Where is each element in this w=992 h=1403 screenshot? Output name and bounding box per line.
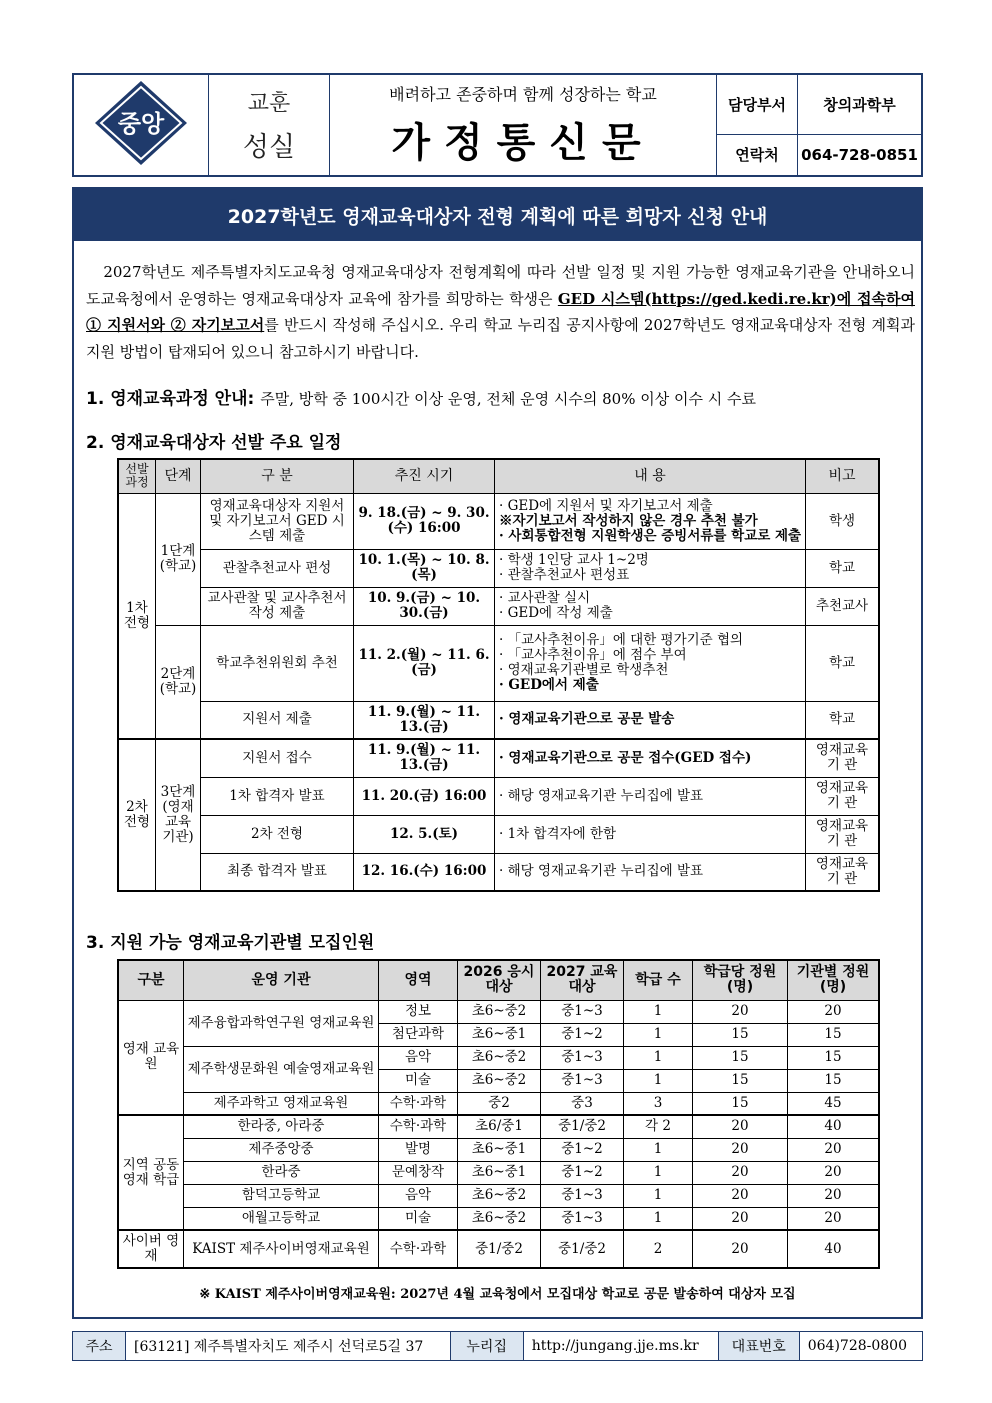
schedule-item: 관찰추천교사 편성 xyxy=(201,549,354,587)
schedule-content xyxy=(495,625,806,701)
cell: 1 xyxy=(624,1138,693,1161)
schedule-period: 11. 20.(금) 16:00 xyxy=(354,777,495,815)
cell: 음악 xyxy=(379,1046,458,1069)
table-row xyxy=(118,1161,879,1184)
title-cell xyxy=(330,74,717,176)
cell: 1 xyxy=(624,1161,693,1184)
section-3-title: 3. 지원 가능 영재교육기관별 모집인원 xyxy=(86,933,375,953)
col-header: 구분 xyxy=(118,960,184,1000)
cell: 20 xyxy=(788,1207,880,1230)
schedule-header-row xyxy=(118,459,879,493)
cell: 15 xyxy=(788,1046,880,1069)
schedule-period: 11. 2.(월) ~ 11. 6.(금) xyxy=(354,625,495,701)
recruitment-header-row xyxy=(118,960,879,1000)
phone-label: 대표번호 xyxy=(718,1332,799,1361)
cell: 2 xyxy=(624,1230,693,1268)
cell: 중2 xyxy=(458,1092,541,1115)
schedule-note: 영재교육 기 관 xyxy=(806,739,880,777)
org-cell: 제주중앙중 xyxy=(184,1138,379,1161)
cell: 중1~3 xyxy=(541,1046,624,1069)
cell: 1 xyxy=(624,1000,693,1023)
cell: 중1~3 xyxy=(541,1069,624,1092)
col-header: 2027 교육대상 xyxy=(541,960,624,1000)
cell: 중1~2 xyxy=(541,1023,624,1046)
round-cell: 1차 전형 xyxy=(118,493,156,739)
table-row xyxy=(118,739,879,777)
col-header: 영역 xyxy=(379,960,458,1000)
col-header: 운영 기관 xyxy=(184,960,379,1000)
schedule-period: 9. 18.(금) ~ 9. 30.(수) 16:00 xyxy=(354,493,495,549)
schedule-period: 10. 1.(목) ~ 10. 8.(목) xyxy=(354,549,495,587)
content-line: · 「교사추천이유」에 대한 평가기준 협의 xyxy=(499,632,744,648)
cell: 중1~3 xyxy=(541,1207,624,1230)
col-header: 추진 시기 xyxy=(354,459,495,493)
group-cell: 사이버 영재 xyxy=(118,1230,184,1268)
schedule-item: 1차 합격자 발표 xyxy=(201,777,354,815)
cell: 20 xyxy=(788,1000,880,1023)
col-header: 비고 xyxy=(806,459,880,493)
cell: 45 xyxy=(788,1092,880,1115)
cell: 정보 xyxy=(379,1000,458,1023)
motto-cell xyxy=(209,74,330,176)
cell: 20 xyxy=(788,1184,880,1207)
section-2-title: 2. 영재교육대상자 선발 주요 일정 xyxy=(86,433,342,453)
schedule-content xyxy=(495,549,806,587)
content-line: · 사회통합전형 지원학생은 증빙서류를 학교로 제출 xyxy=(499,527,802,544)
schedule-item: 영재교육대상자 지원서 및 자기보고서 GED 시스템 제출 xyxy=(201,493,354,549)
schedule-period: 12. 16.(수) 16:00 xyxy=(354,853,495,891)
intro-text-2: 를 반드시 작성해 주십시오. 우리 학교 누리집 공지사항에 2027학년도 영재교육대상자 전형 계획과 지원 방법이 탑재되어 있으니 참고하시기 바랍니다. xyxy=(86,316,916,361)
phone-number: 064)728-0800 xyxy=(799,1332,922,1361)
org-cell: 함덕고등학교 xyxy=(184,1184,379,1207)
cell: 20 xyxy=(693,1230,788,1268)
cell: 15 xyxy=(693,1069,788,1092)
cell: 20 xyxy=(693,1184,788,1207)
footer xyxy=(72,1331,923,1361)
logo-text: 중앙 xyxy=(117,110,165,138)
cell: 20 xyxy=(693,1000,788,1023)
cell: 중1/중2 xyxy=(541,1115,624,1138)
cell: 미술 xyxy=(379,1207,458,1230)
org-cell: 제주과학고 영재교육원 xyxy=(184,1092,379,1115)
org-cell: 제주융합과학연구원 영재교육원 xyxy=(184,1000,379,1046)
cell: 초6~중1 xyxy=(458,1023,541,1046)
cell: 첨단과학 xyxy=(379,1023,458,1046)
cell: 초6~중2 xyxy=(458,1207,541,1230)
stage-cell: 2단계 (학교) xyxy=(156,625,201,739)
cell: 수학·과학 xyxy=(379,1230,458,1268)
cell: 초6~중1 xyxy=(458,1138,541,1161)
cell: 1 xyxy=(624,1207,693,1230)
group-cell: 지역 공동 영재 학급 xyxy=(118,1115,184,1230)
cell: 20 xyxy=(693,1161,788,1184)
schedule-item: 지원서 접수 xyxy=(201,739,354,777)
slogan: 배려하고 존중하며 함께 성장하는 학교 xyxy=(389,85,657,104)
schedule-period: 11. 9.(월) ~ 11. 13.(금) xyxy=(354,701,495,739)
content-line: · 학생 1인당 교사 1~2명 xyxy=(499,552,649,568)
org-cell: KAIST 제주사이버영재교육원 xyxy=(184,1230,379,1268)
col-header: 내 용 xyxy=(495,459,806,493)
cell: 15 xyxy=(788,1023,880,1046)
org-cell: 애월고등학교 xyxy=(184,1207,379,1230)
schedule-item: 학교추천위원회 추천 xyxy=(201,625,354,701)
schedule-table xyxy=(117,458,880,892)
cell: 20 xyxy=(693,1115,788,1138)
content-line: · 교사관찰 실시 xyxy=(499,590,591,606)
table-row xyxy=(118,1092,879,1115)
cell: 20 xyxy=(693,1138,788,1161)
table-row xyxy=(118,549,879,587)
schedule-item: 교사관찰 및 교사추천서 작성 제출 xyxy=(201,587,354,625)
intro-emphasis: GED 시스템(https://ged.kedi.re.kr)에 접속하여 ① 지원서와 ② 자기보고서 xyxy=(86,289,915,334)
schedule-note: 추천교사 xyxy=(806,587,880,625)
dept-value: 창의과학부 xyxy=(798,74,923,134)
website-label: 누리집 xyxy=(450,1332,523,1361)
cell: 40 xyxy=(788,1115,880,1138)
cell: 15 xyxy=(693,1092,788,1115)
col-header: 구 분 xyxy=(201,459,354,493)
address: [63121] 제주특별자치도 제주시 선덕로5길 37 xyxy=(126,1332,451,1361)
cell: 40 xyxy=(788,1230,880,1268)
table-row xyxy=(118,1138,879,1161)
cell: 20 xyxy=(693,1207,788,1230)
schedule-period: 10. 9.(금) ~ 10. 30.(금) xyxy=(354,587,495,625)
content-line: · GED에 지원서 및 자기보고서 제출 xyxy=(499,497,713,514)
table-row xyxy=(118,1207,879,1230)
table-row xyxy=(118,1115,879,1138)
cell: 음악 xyxy=(379,1184,458,1207)
table-row xyxy=(118,853,879,891)
letter-header xyxy=(72,73,923,177)
table-row xyxy=(118,1046,879,1069)
cell: 중1~3 xyxy=(541,1184,624,1207)
table-row xyxy=(118,1000,879,1023)
schedule-note: 학교 xyxy=(806,549,880,587)
content-line: · GED에 작성 제출 xyxy=(499,605,613,621)
content-line: · 영재교육기관별로 학생추천 xyxy=(499,662,669,678)
cell: 수학·과학 xyxy=(379,1115,458,1138)
col-header: 2026 응시대상 xyxy=(458,960,541,1000)
cell: 수학·과학 xyxy=(379,1092,458,1115)
table-row xyxy=(118,1230,879,1268)
section-1-text: 주말, 방학 중 100시간 이상 운영, 전체 운영 시수의 80% 이상 이수 시 수료 xyxy=(260,390,756,408)
schedule-note: 학교 xyxy=(806,701,880,739)
cell: 초6~중2 xyxy=(458,1184,541,1207)
schedule-content xyxy=(495,493,806,549)
table-row xyxy=(118,1184,879,1207)
schedule-content: · 1차 합격자에 한함 xyxy=(495,815,806,853)
col-header: 기관별 정원(명) xyxy=(788,960,880,1000)
schedule-period: 12. 5.(토) xyxy=(354,815,495,853)
round-cell: 2차 전형 xyxy=(118,739,156,891)
stage-cell: 3단계 (영재 교육 기관) xyxy=(156,739,201,891)
notice-banner: 2027학년도 영재교육대상자 전형 계획에 따른 희망자 신청 안내 xyxy=(74,189,921,241)
content-line: · 「교사추천이유」에 점수 부여 xyxy=(499,647,687,663)
cell: 20 xyxy=(788,1138,880,1161)
table-row xyxy=(118,625,879,701)
group-cell: 영재 교육원 xyxy=(118,1000,184,1115)
table-row xyxy=(118,701,879,739)
section-1 xyxy=(86,384,756,409)
cell: 15 xyxy=(788,1069,880,1092)
contact-label: 연락처 xyxy=(717,134,798,176)
org-cell: 제주학생문화원 예술영재교육원 xyxy=(184,1046,379,1092)
cell: 초6~중2 xyxy=(458,1000,541,1023)
cell: 1 xyxy=(624,1184,693,1207)
col-header: 단계 xyxy=(156,459,201,493)
cell: 초6~중2 xyxy=(458,1069,541,1092)
cell: 각 2 xyxy=(624,1115,693,1138)
address-label: 주소 xyxy=(73,1332,126,1361)
org-cell: 한라중 xyxy=(184,1161,379,1184)
cell: 중1~3 xyxy=(541,1000,624,1023)
motto-title: 교훈 xyxy=(247,91,291,116)
cell: 미술 xyxy=(379,1069,458,1092)
cell: 1 xyxy=(624,1046,693,1069)
schedule-note: 학교 xyxy=(806,625,880,701)
recruitment-table xyxy=(117,959,880,1269)
cell: 15 xyxy=(693,1046,788,1069)
cell: 초6~중2 xyxy=(458,1046,541,1069)
cell: 중1~2 xyxy=(541,1138,624,1161)
schedule-content xyxy=(495,587,806,625)
schedule-content: · 해당 영재교육기관 누리집에 발표 xyxy=(495,777,806,815)
intro-paragraph xyxy=(86,259,915,365)
website-link[interactable]: http://jungang.jje.ms.kr xyxy=(523,1332,718,1361)
schedule-content: · 해당 영재교육기관 누리집에 발표 xyxy=(495,853,806,891)
cell: 1 xyxy=(624,1069,693,1092)
table-row xyxy=(118,587,879,625)
content-line: · 관찰추천교사 편성표 xyxy=(499,567,630,583)
cell: 초6/중1 xyxy=(458,1115,541,1138)
table-row xyxy=(118,815,879,853)
school-logo xyxy=(91,78,191,168)
intro-text-1: 2027학년도 제주특별자치도교육청 영재교육대상자 전형계획에 따라 선발 일정 및 지원 가능한 영재교육기관을 안내하오니 도교육청에서 운영하는 영재교육대상자 교육에 참가를 희망하는 학생은 xyxy=(86,263,916,308)
schedule-item: 최종 합격자 발표 xyxy=(201,853,354,891)
org-cell: 한라중, 아라중 xyxy=(184,1115,379,1138)
content-line: · GED에서 제출 xyxy=(499,677,599,693)
cell: 중1/중2 xyxy=(541,1230,624,1268)
schedule-note: 영재교육 기 관 xyxy=(806,853,880,891)
motto: 성실 xyxy=(242,132,296,163)
section-1-title: 1. 영재교육과정 안내: xyxy=(86,389,255,409)
cell: 중3 xyxy=(541,1092,624,1115)
cell: 1 xyxy=(624,1023,693,1046)
cell: 중1/중2 xyxy=(458,1230,541,1268)
table-row xyxy=(118,777,879,815)
stage-cell: 1단계 (학교) xyxy=(156,493,201,625)
cell: 문예창작 xyxy=(379,1161,458,1184)
col-header: 학급당 정원(명) xyxy=(693,960,788,1000)
cell: 15 xyxy=(693,1023,788,1046)
document-title: 가정통신문 xyxy=(391,120,655,166)
school-logo-cell xyxy=(73,74,209,176)
cell: 중1~2 xyxy=(541,1161,624,1184)
cell: 초6~중1 xyxy=(458,1161,541,1184)
schedule-note: 학생 xyxy=(806,493,880,549)
schedule-content: · 영재교육기관으로 공문 발송 xyxy=(495,701,806,739)
content-line: ※자기보고서 작성하지 않은 경우 추천 불가 xyxy=(499,512,758,529)
contact-value: 064-728-0851 xyxy=(798,134,923,176)
cell: 발명 xyxy=(379,1138,458,1161)
schedule-period: 11. 9.(월) ~ 11. 13.(금) xyxy=(354,739,495,777)
schedule-note: 영재교육 기 관 xyxy=(806,777,880,815)
col-header: 선발과정 xyxy=(118,459,156,493)
schedule-item: 지원서 제출 xyxy=(201,701,354,739)
cell: 20 xyxy=(788,1161,880,1184)
schedule-content: · 영재교육기관으로 공문 접수(GED 접수) xyxy=(495,739,806,777)
schedule-note: 영재교육 기 관 xyxy=(806,815,880,853)
dept-label: 담당부서 xyxy=(717,74,798,134)
schedule-item: 2차 전형 xyxy=(201,815,354,853)
cell: 3 xyxy=(624,1092,693,1115)
table-row xyxy=(118,493,879,549)
recruitment-note: ※ KAIST 제주사이버영재교육원: 2027년 4월 교육청에서 모집대상 학교로 공문 발송하여 대상자 모집 xyxy=(199,1287,796,1302)
col-header: 학급 수 xyxy=(624,960,693,1000)
